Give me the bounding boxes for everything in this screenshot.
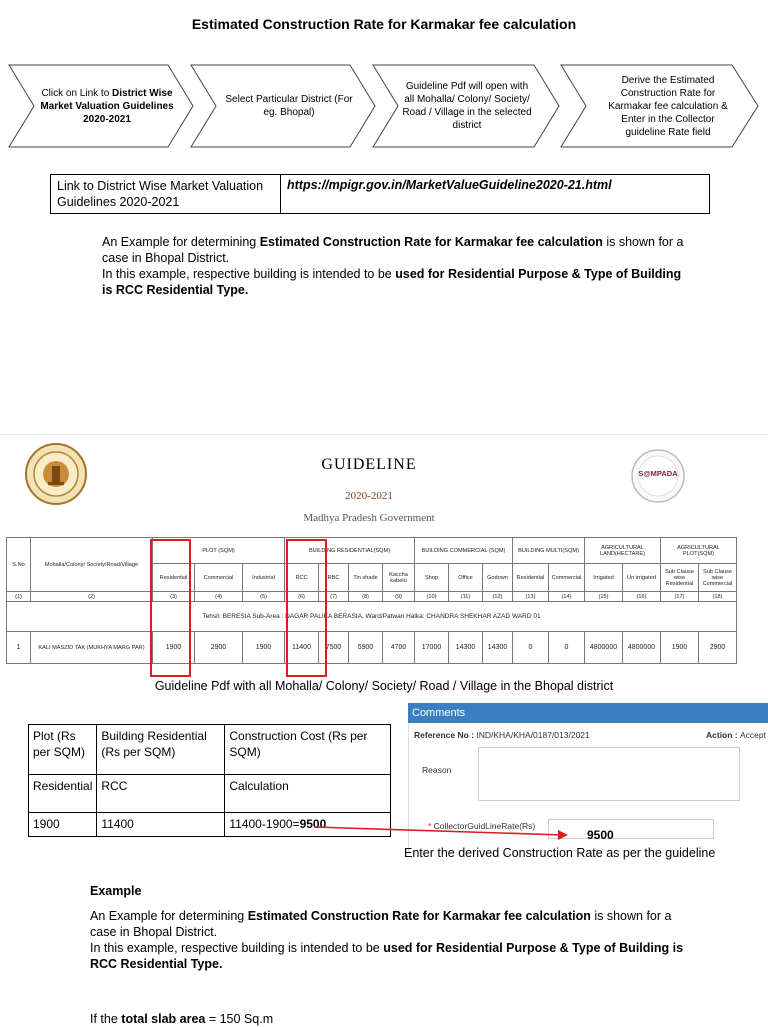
- column-number: (11): [449, 592, 483, 602]
- guideline-caption: Guideline Pdf with all Mohalla/ Colony/ Society/ Road / Village in the Bhopal district: [154, 679, 614, 693]
- link-table: [50, 174, 710, 214]
- page-title: Estimated Construction Rate for Karmakar fee calculation: [191, 16, 577, 32]
- calc-cell: Calculation: [225, 775, 391, 813]
- step-3-text: Guideline Pdf will open with all Mohalla/ Colony/ Society/ Road / Village in the selected district: [402, 81, 532, 131]
- subheader: Kaccha kabelu: [383, 564, 415, 592]
- column-number: (16): [623, 592, 661, 602]
- subheader: Residential: [153, 564, 195, 592]
- calc-cell: 1900: [29, 813, 97, 837]
- header-locality: Mohalla/Colony/ Society/Road/Village: [31, 538, 153, 592]
- column-number: (1): [7, 592, 31, 602]
- step-1-text: Click on Link to District Wise Market Valuation Guidelines 2020-2021: [40, 87, 174, 125]
- calc-header: Building Residential (Rs per SQM): [97, 725, 225, 775]
- calc-cell: 11400-1900=9500: [225, 813, 391, 837]
- column-number: (12): [483, 592, 513, 602]
- column-number: (15): [585, 592, 623, 602]
- guideline-government: Madhya Pradesh Government: [303, 512, 435, 524]
- table-cell: 1900: [661, 632, 699, 664]
- action-status: Action : Accept: [706, 730, 766, 740]
- table-cell: 0: [549, 632, 585, 664]
- slab-area-line: If the total slab area = 150 Sq.m: [90, 1012, 274, 1026]
- subheader: Irrigated: [585, 564, 623, 592]
- subheader: RBC: [319, 564, 349, 592]
- step-2-text: Select Particular District (For eg. Bhopal): [225, 94, 353, 118]
- step-4-text: Derive the Estimated Construction Rate for Karmakar fee calculation & Enter in the Collector guideline Rate field: [608, 74, 728, 138]
- example-heading: Example: [90, 884, 142, 898]
- subheader: Commercial: [195, 564, 243, 592]
- column-number: (6): [285, 592, 319, 602]
- step-1: [8, 64, 194, 148]
- subheader: Sub Clause wise Residential: [661, 564, 699, 592]
- table-cell: 4700: [383, 632, 415, 664]
- table-cell: 14300: [449, 632, 483, 664]
- table-cell: 2900: [195, 632, 243, 664]
- header-building-commercial: BUILDING COMMERCIAL (SQM): [415, 538, 513, 564]
- table-cell: 4800000: [585, 632, 623, 664]
- subheader: Godown: [483, 564, 513, 592]
- column-number: (2): [31, 592, 153, 602]
- intro-paragraph: An Example for determining Estimated Construction Rate for Karmakar fee calculation is shown for a case in Bhopal District. In this example, respective building is intended to be used for Residential Purpose & Type of Building is RCC Residential Type.: [102, 235, 684, 297]
- column-number: (7): [319, 592, 349, 602]
- table-cell: 14300: [483, 632, 513, 664]
- column-number: (9): [383, 592, 415, 602]
- table-cell: 2900: [699, 632, 737, 664]
- header-plot: PLOT (SQM): [153, 538, 285, 564]
- red-arrow: [300, 818, 580, 848]
- column-number: (8): [349, 592, 383, 602]
- subheader: Un irrigated: [623, 564, 661, 592]
- calc-header: Plot (Rs per SQM): [29, 725, 97, 775]
- example-paragraph: An Example for determining Estimated Construction Rate for Karmakar fee calculation is shown for a case in Bhopal District. In this example, respective building is intended to be used for Residential Purpose & Type of Building is RCC Residential Type.: [90, 909, 684, 971]
- table-cell: 1900: [243, 632, 285, 664]
- comments-header: Comments: [408, 703, 768, 723]
- table-cell: 0: [513, 632, 549, 664]
- step-3: [372, 64, 560, 148]
- header-sno: S.No: [7, 538, 31, 592]
- table-cell: KALI MASZID TAK (MUKHYA MARG PAR): [31, 632, 153, 664]
- subheader: Shop: [415, 564, 449, 592]
- sampada-text: S@MPADA: [638, 469, 678, 478]
- table-cell: 4800000: [623, 632, 661, 664]
- calc-result: 9500: [299, 817, 327, 831]
- tehsil-row: Tehsil: BERESIA Sub-Area : NAGAR PALIKA BERASIA, Ward/Patwari Halka: CHANDRA SHEKHAR AZAD WARD 01: [7, 602, 737, 632]
- link-label: Link to District Wise Market Valuation Guidelines 2020-2021: [51, 175, 281, 213]
- column-number: (3): [153, 592, 195, 602]
- guideline-title: GUIDELINE: [321, 456, 417, 473]
- guideline-year: 2020-2021: [345, 490, 393, 502]
- section-divider: [0, 434, 768, 435]
- reference-number: Reference No : IND/KHA/KHA/0187/013/2021: [414, 730, 590, 740]
- header-agri-land: AGRICULTURAL LAND(HECTARE): [585, 538, 661, 564]
- subheader: Residential: [513, 564, 549, 592]
- comments-caption: Enter the derived Construction Rate as per the guideline: [404, 846, 716, 860]
- guideline-table: [6, 537, 737, 664]
- calc-cell: RCC: [97, 775, 225, 813]
- column-number: (4): [195, 592, 243, 602]
- table-cell: 5900: [349, 632, 383, 664]
- calc-cell: 11400: [97, 813, 225, 837]
- subheader: Office: [449, 564, 483, 592]
- column-number: (18): [699, 592, 737, 602]
- subheader: Industrial: [243, 564, 285, 592]
- column-number: (13): [513, 592, 549, 602]
- reason-label: Reason: [422, 765, 452, 775]
- table-cell: 7500: [319, 632, 349, 664]
- column-number: (14): [549, 592, 585, 602]
- column-number: (17): [661, 592, 699, 602]
- collector-rate-input[interactable]: 9500: [548, 819, 714, 839]
- table-cell: 1900: [153, 632, 195, 664]
- step-4: [560, 64, 760, 148]
- header-agri-plot: AGRICULTURAL PLOT(SQM): [661, 538, 737, 564]
- reason-textarea[interactable]: [478, 747, 740, 801]
- subheader: Commercial: [549, 564, 585, 592]
- calc-header: Construction Cost (Rs per SQM): [225, 725, 391, 775]
- table-cell: 11400: [285, 632, 319, 664]
- table-cell: 17000: [415, 632, 449, 664]
- highlight-residential-plot: [150, 539, 191, 677]
- step-2: [190, 64, 376, 148]
- subheader: Sub Clause wise Commercial: [699, 564, 737, 592]
- column-number: (10): [415, 592, 449, 602]
- header-building-multi: BUILDING MULTI(SQM): [513, 538, 585, 564]
- table-cell: 1: [7, 632, 31, 664]
- column-number: (5): [243, 592, 285, 602]
- highlight-rcc-building: [286, 539, 327, 677]
- collector-rate-label: * CollectorGuidLineRate(Rs): [428, 821, 536, 831]
- guideline-link[interactable]: https://mpigr.gov.in/MarketValueGuideline2020-21.html: [287, 178, 612, 192]
- subheader: Tin shade: [349, 564, 383, 592]
- subheader: RCC: [285, 564, 319, 592]
- header-building-residential: BUILDING RESIDENTIAL(SQM): [285, 538, 415, 564]
- calc-cell: Residential: [29, 775, 97, 813]
